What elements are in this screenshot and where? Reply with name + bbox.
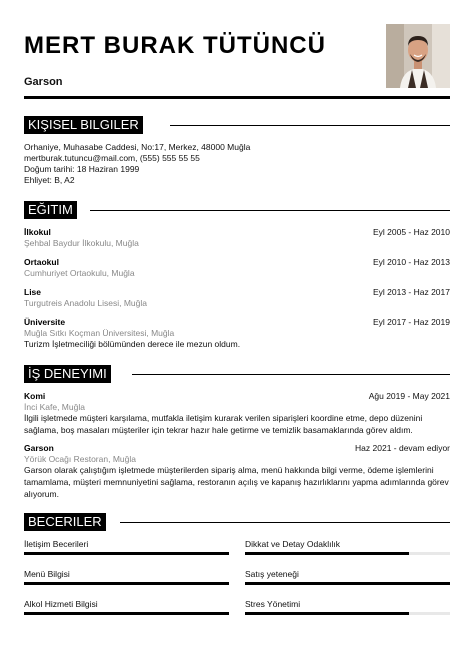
skill-bar — [24, 612, 229, 615]
skill-label: Dikkat ve Detay Odaklılık — [245, 539, 340, 549]
section-rule — [120, 522, 450, 523]
contact-line: mertburak.tutuncu@mail.com, (555) 555 55 55 — [24, 153, 200, 163]
education-level: İlkokul — [24, 227, 51, 237]
education-note: Turizm İşletmeciliği bölümünden derece ile mezun oldum. — [24, 339, 241, 349]
job-role: Garson — [24, 443, 54, 453]
job-date: Haz 2021 - devam ediyor — [355, 443, 450, 453]
skill-bar — [245, 582, 450, 585]
job-description: Garson olarak çalıştığım işletmede müşterilerden sipariş alma, menü hakkında bilgi verme, ödeme işlemlerini tamamlama, müşteri memnuniyetini sağlama, restoranın açılış ve kapanış hazırlıklarını yapma adımlarında görev alıyorum. — [24, 465, 449, 499]
education-school: Cumhuriyet Ortaokulu, Muğla — [24, 268, 135, 278]
job-date: Ağu 2019 - May 2021 — [368, 391, 450, 401]
section-heading-skills: BECERILER — [24, 513, 106, 531]
education-date: Eyl 2017 - Haz 2019 — [372, 317, 450, 327]
section-heading-education: EĞITIM — [24, 201, 77, 219]
skill-label: Menü Bilgisi — [24, 569, 70, 579]
job-title: Garson — [24, 76, 63, 88]
skill-bar-fill — [245, 552, 409, 555]
birth-line: Doğum tarihi: 18 Haziran 1999 — [24, 164, 140, 174]
skill-label: Alkol Hizmeti Bilgisi — [24, 599, 98, 609]
section-rule — [170, 125, 450, 126]
skill-bar — [24, 582, 229, 585]
header-divider — [24, 96, 450, 99]
license-line: Ehliyet: B, A2 — [24, 175, 75, 185]
education-school: Turgutreis Anadolu Lisesi, Muğla — [24, 298, 148, 308]
skill-bar — [245, 552, 450, 555]
skill-bar-fill — [24, 612, 229, 615]
skill-bar-fill — [24, 582, 229, 585]
skill-bar — [24, 552, 229, 555]
education-date: Eyl 2005 - Haz 2010 — [372, 227, 450, 237]
job-company: Yörük Ocağı Restoran, Muğla — [24, 454, 136, 464]
education-date: Eyl 2013 - Haz 2017 — [372, 287, 450, 297]
skill-label: İletişim Becerileri — [24, 539, 89, 549]
education-date: Eyl 2010 - Haz 2013 — [372, 257, 450, 267]
section-rule — [132, 374, 450, 375]
job-role: Komi — [24, 391, 46, 401]
address-line: Orhaniye, Muhasabe Caddesi, No:17, Merkez, 48000 Muğla — [24, 142, 251, 152]
education-school: Şehbal Baydur İlkokulu, Muğla — [24, 238, 139, 248]
section-heading-experience: İŞ DENEYIMI — [24, 365, 111, 383]
education-level: Ortaokul — [24, 257, 59, 267]
skill-bar-fill — [24, 552, 229, 555]
section-heading-personal: KIŞISEL BILGILER — [24, 116, 143, 134]
profile-photo-image — [386, 24, 450, 88]
section-rule — [90, 210, 450, 211]
education-level: Üniversite — [24, 317, 66, 327]
skill-label: Stres Yönetimi — [245, 599, 301, 609]
resume-name: MERT BURAK TÜTÜNCÜ — [24, 32, 326, 59]
skill-bar-fill — [245, 612, 409, 615]
skill-bar-fill — [245, 582, 450, 585]
skill-label: Satış yeteneği — [245, 569, 299, 579]
job-description: İlgili işletmede müşteri karşılama, mutfakla iletişim kurarak verilen siparişleri koordine etme, depo düzenini sağlama, boş masaları müşteriler için tekrar hazır hale getirme ve temizlik basamaklarında görev aldım. — [24, 413, 423, 435]
job-company: İnci Kafe, Muğla — [24, 402, 85, 412]
profile-photo — [386, 24, 450, 88]
education-level: Lise — [24, 287, 42, 297]
education-school: Muğla Sıtkı Koçman Üniversitesi, Muğla — [24, 328, 175, 338]
skill-bar — [245, 612, 450, 615]
